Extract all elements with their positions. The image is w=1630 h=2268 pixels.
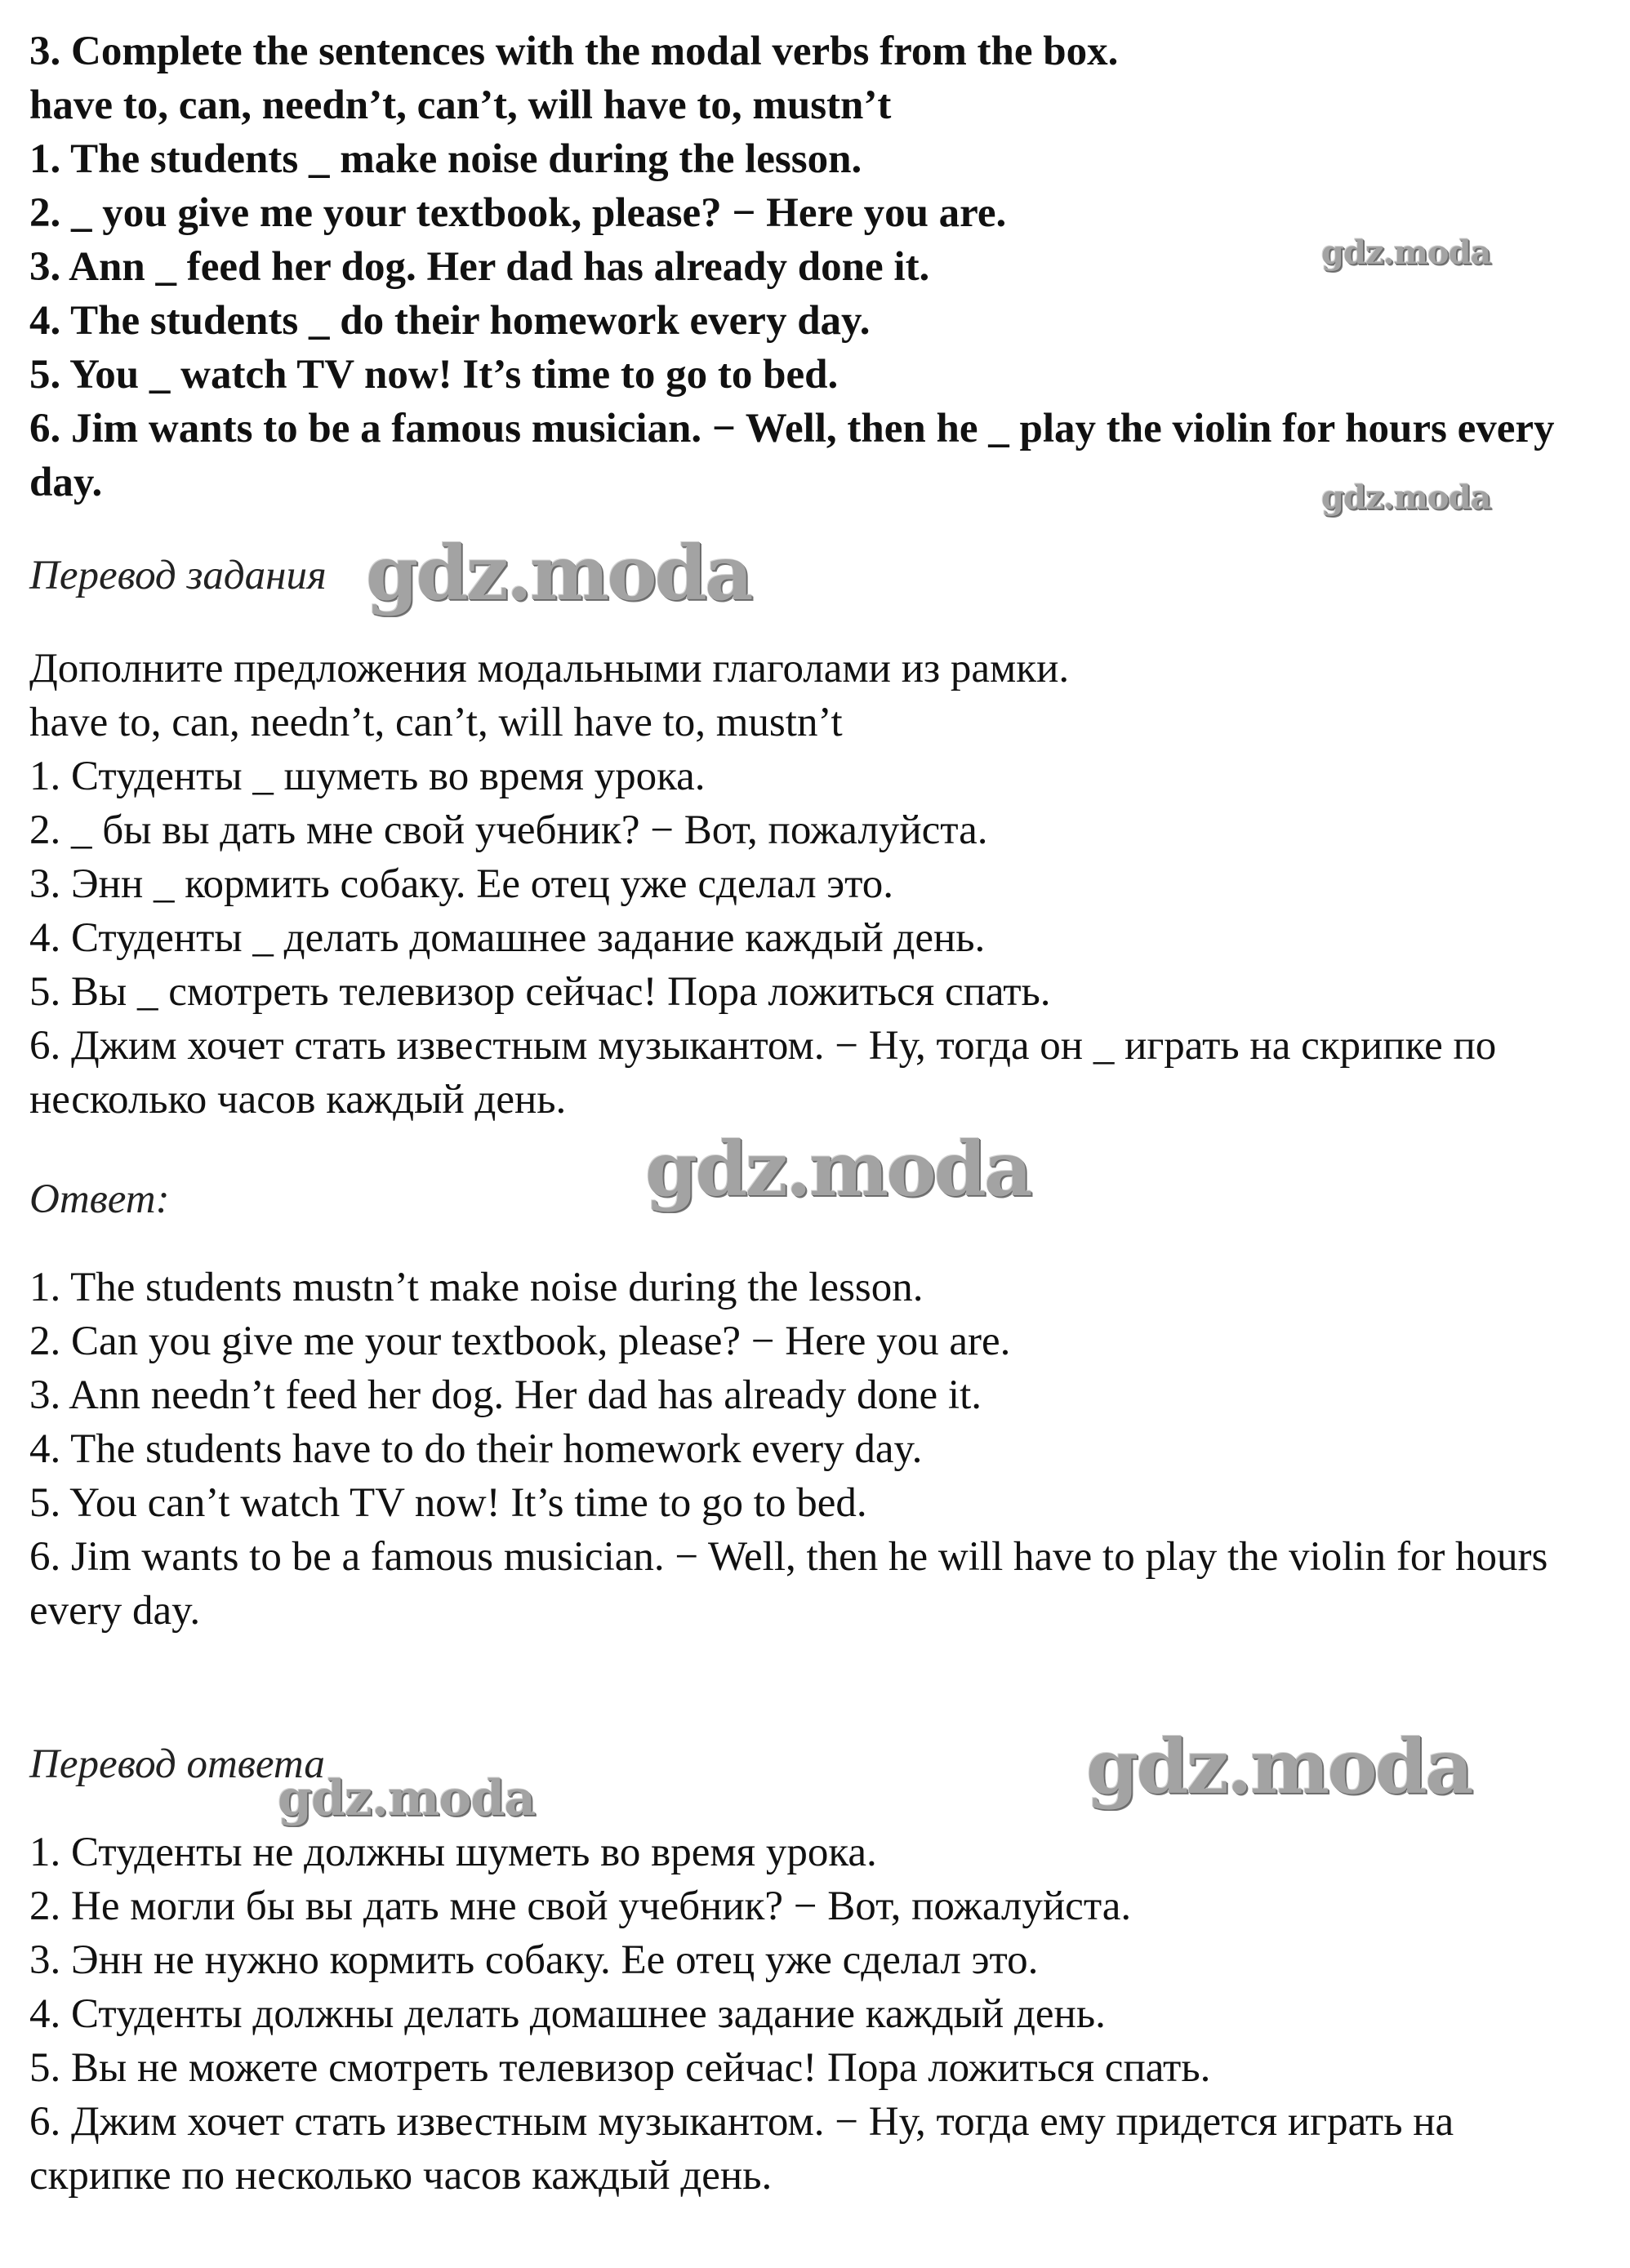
exercise-item: 1. The students _ make noise during the lesson.	[29, 136, 862, 182]
task-translation-word-box: have to, can, needn’t, can’t, will have to, mustn’t	[29, 700, 843, 745]
answer-item: 6. Jim wants to be a famous musician. − Well, then he will have to play the violin for hours every day.	[29, 1534, 1548, 1634]
answer-item: 4. The students have to do their homework every day.	[29, 1426, 923, 1472]
task-translation-item: 4. Студенты _ делать домашнее задание каждый день.	[29, 915, 986, 961]
task-translation-item: 3. Энн _ кормить собаку. Ее отец уже сделал это.	[29, 861, 894, 907]
exercise-item: 6. Jim wants to be a famous musician. − Well, then he _ play the violin for hours every day.	[29, 406, 1555, 505]
task-translation-heading: Перевод задания	[29, 553, 327, 598]
exercise-item: 5. You _ watch TV now! It’s time to go to bed.	[29, 352, 839, 398]
task-translation-instruction: Дополните предложения модальными глаголами из рамки.	[29, 646, 1070, 692]
answer-translation-item: 5. Вы не можете смотреть телевизор сейчас! Пора ложиться спать.	[29, 2045, 1211, 2091]
exercise-item: 3. Ann _ feed her dog. Her dad has already done it.	[29, 244, 930, 290]
answer-translation-item: 4. Студенты должны делать домашнее задание каждый день.	[29, 1991, 1106, 2037]
answer-item: 5. You can’t watch TV now! It’s time to go to bed.	[29, 1480, 867, 1526]
task-translation-item: 2. _ бы вы дать мне свой учебник? − Вот, пожалуйста.	[29, 807, 988, 853]
watermark: gdz.moda	[366, 529, 751, 617]
exercise-item: 4. The students _ do their homework every day.	[29, 298, 871, 344]
watermark: gdz.moda	[645, 1125, 1031, 1213]
answer-translation-item: 2. Не могли бы вы дать мне свой учебник? − Вот, пожалуйста.	[29, 1883, 1132, 1929]
exercise-word-box: have to, can, needn’t, can’t, will have to, mustn’t	[29, 82, 892, 128]
task-translation-item: 1. Студенты _ шуметь во время урока.	[29, 754, 706, 799]
answer-translation-item: 6. Джим хочет стать известным музыкантом. − Ну, тогда ему придется играть на скрипке по несколько часов каждый день.	[29, 2099, 1454, 2199]
task-translation-item: 6. Джим хочет стать известным музыкантом. − Ну, тогда он _ играть на скрипке по несколько часов каждый день.	[29, 1023, 1497, 1123]
answer-translation-item: 1. Студенты не должны шуметь во время урока.	[29, 1830, 877, 1875]
exercise-title: 3. Complete the sentences with the modal verbs from the box.	[29, 29, 1119, 74]
answer-translation-heading: Перевод ответа	[29, 1741, 325, 1787]
watermark: gdz.moda	[1321, 478, 1491, 517]
exercise-item: 2. _ you give me your textbook, please? − Here you are.	[29, 190, 1007, 236]
answer-heading: Ответ:	[29, 1176, 170, 1222]
task-translation-item: 5. Вы _ смотреть телевизор сейчас! Пора ложиться спать.	[29, 969, 1051, 1015]
watermark: gdz.moda	[1321, 233, 1491, 272]
watermark: gdz.moda	[278, 1770, 536, 1827]
answer-item: 3. Ann needn’t feed her dog. Her dad has already done it.	[29, 1372, 982, 1418]
watermark: gdz.moda	[1086, 1723, 1472, 1811]
answer-translation-item: 3. Энн не нужно кормить собаку. Ее отец уже сделал это.	[29, 1937, 1039, 1983]
answer-item: 2. Can you give me your textbook, please? − Here you are.	[29, 1319, 1011, 1364]
answer-item: 1. The students mustn’t make noise during the lesson.	[29, 1265, 924, 1310]
